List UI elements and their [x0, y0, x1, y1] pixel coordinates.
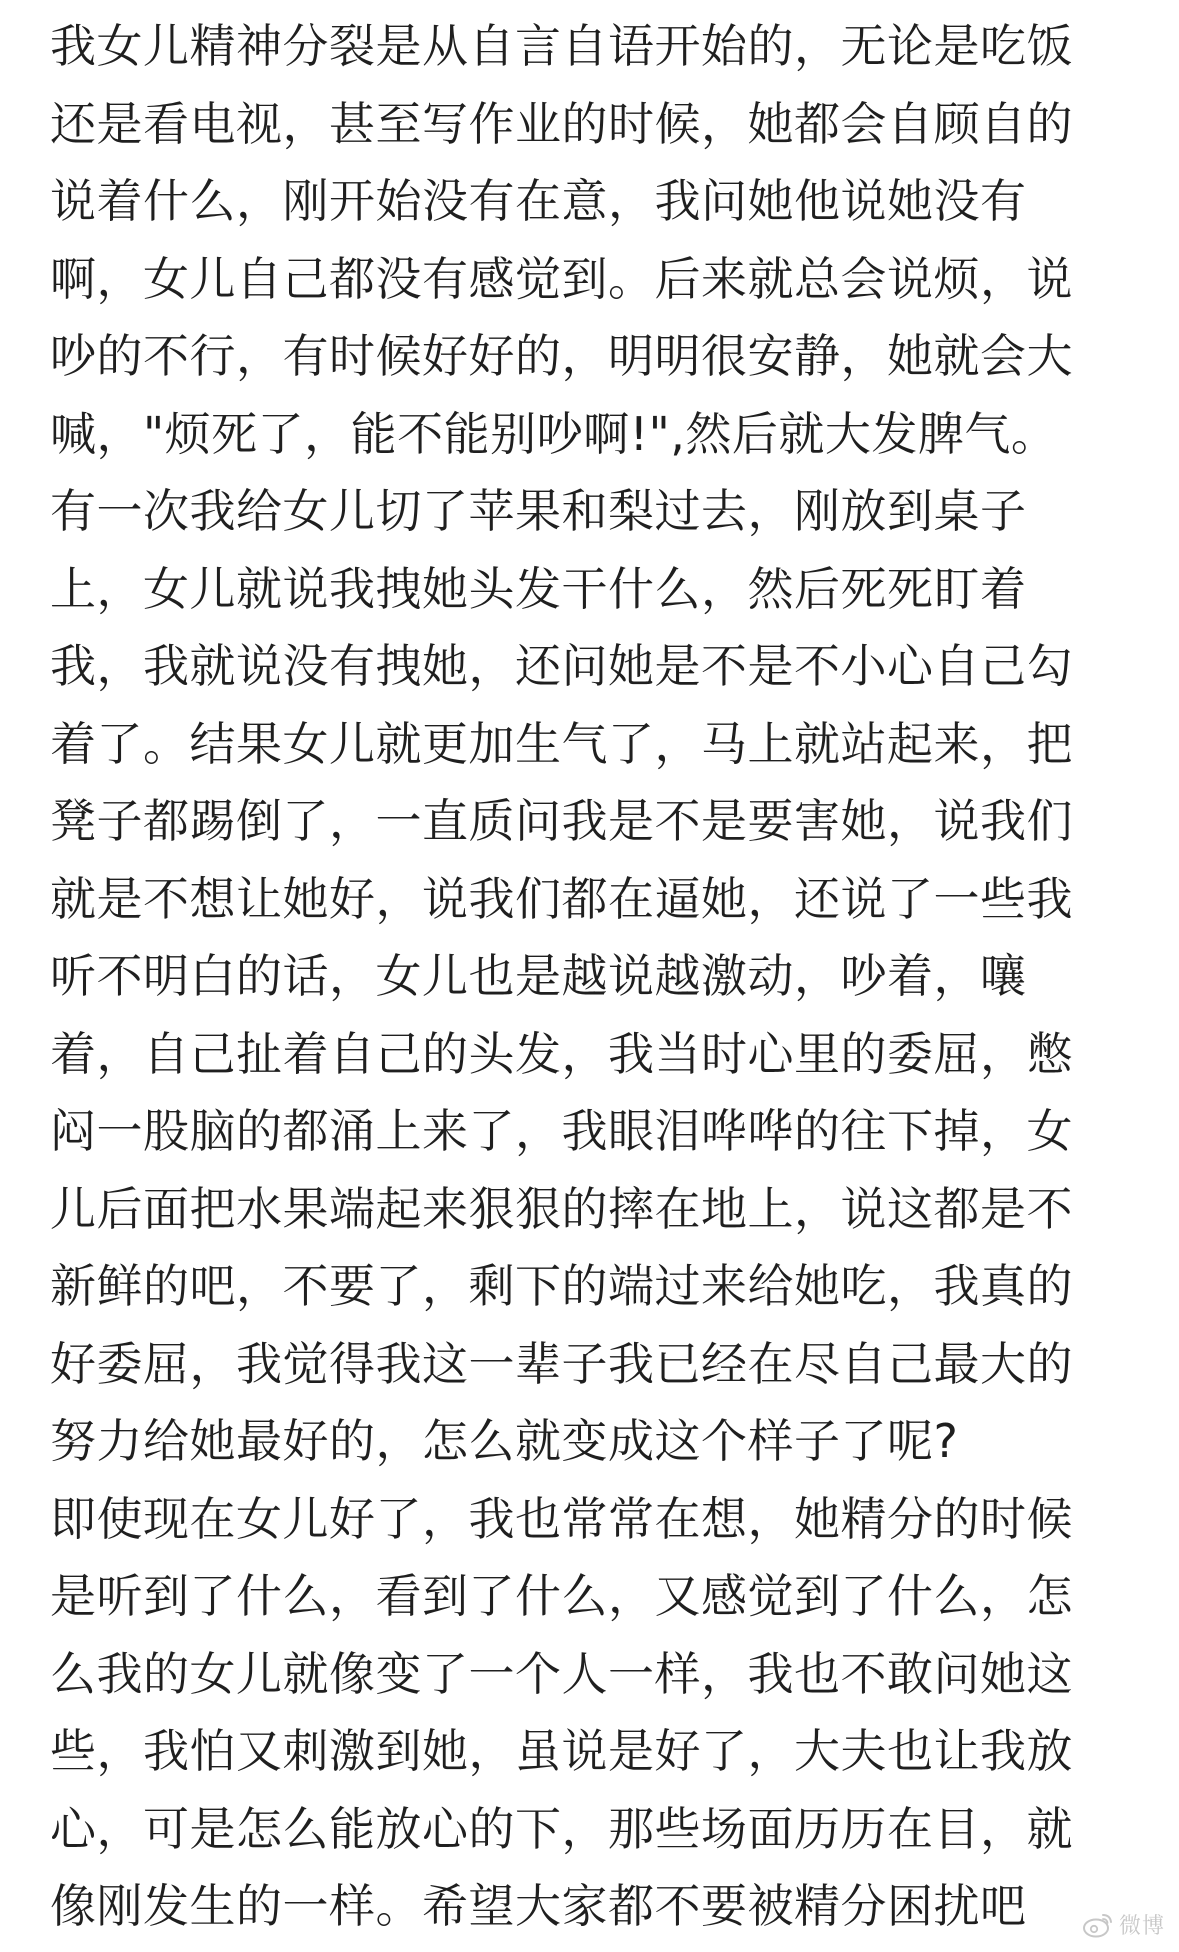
text-line: 上，女儿就说我拽她头发干什么，然后死死盯着 [50, 561, 1027, 616]
text-line: 吵的不行，有时候好好的，明明很安静，她就会大 [50, 329, 1073, 383]
text-line: 努力给她最好的，怎么就变成这个样子了呢? [50, 1414, 959, 1468]
text-line: 着了。结果女儿就更加生气了，马上就站起来，把 [50, 716, 1073, 771]
text-line: 喊，"烦死了，能不能别吵啊!",然后就大发脾气。 [50, 406, 1058, 461]
text-line: 么我的女儿就像变了一个人一样，我也不敢问她这 [50, 1646, 1073, 1701]
text-line: 听不明白的话，女儿也是越说越激动，吵着，嚷 [50, 949, 1027, 1003]
text-line: 闷一股脑的都涌上来了，我眼泪哗哗的往下掉，女 [50, 1104, 1073, 1158]
weibo-logo-icon [1083, 1912, 1113, 1938]
text-line: 着，自己扯着自己的头发，我当时心里的委屈，憋 [50, 1026, 1073, 1081]
text-line: 好委屈，我觉得我这一辈子我已经在尽自己最大的 [50, 1336, 1073, 1391]
weibo-watermark [1083, 1909, 1165, 1940]
text-line: 啊，女儿自己都没有感觉到。后来就总会说烦，说 [50, 251, 1073, 306]
text-line: 即使现在女儿好了，我也常常在想，她精分的时候 [50, 1491, 1073, 1546]
watermark-text: 微博 [1118, 1914, 1165, 1939]
text-line: 心，可是怎么能放心的下，那些场面历历在目，就 [50, 1801, 1073, 1856]
text-line: 像刚发生的一样。希望大家都不要被精分困扰吧 [50, 1879, 1027, 1933]
text-line: 是听到了什么，看到了什么，又感觉到了什么，怎 [50, 1569, 1073, 1623]
text-line: 我，我就说没有拽她，还问她是不是不小心自己勾 [50, 639, 1073, 693]
text-line: 新鲜的吧，不要了，剩下的端过来给她吃，我真的 [50, 1259, 1073, 1313]
text-line: 我女儿精神分裂是从自言自语开始的，无论是吃饭 [50, 19, 1073, 73]
text-line: 凳子都踢倒了，一直质问我是不是要害她，说我们 [50, 794, 1073, 848]
text-line: 儿后面把水果端起来狠狠的摔在地上，说这都是不 [50, 1181, 1073, 1236]
text-line: 有一次我给女儿切了苹果和梨过去，刚放到桌子 [50, 484, 1027, 538]
text-line: 就是不想让她好，说我们都在逼她，还说了一些我 [50, 871, 1073, 926]
text-line: 还是看电视，甚至写作业的时候，她都会自顾自的 [50, 96, 1073, 151]
text-line: 说着什么，刚开始没有在意，我问她他说她没有 [50, 174, 1027, 228]
article-body [50, 8, 1140, 1946]
text-line: 些，我怕又刺激到她，虽说是好了，大夫也让我放 [50, 1724, 1073, 1778]
